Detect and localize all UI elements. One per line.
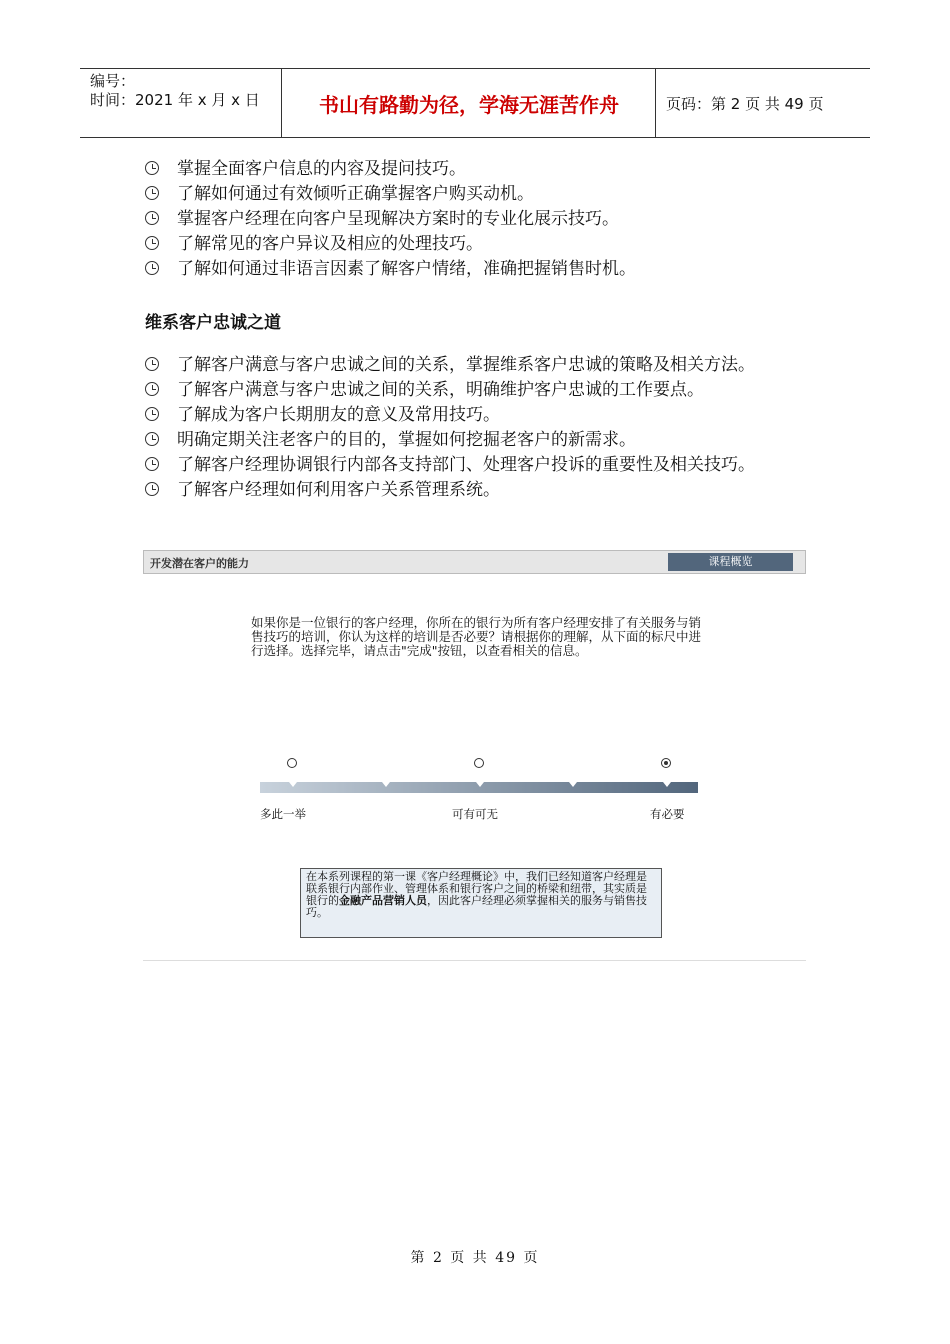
list-item: 了解客户经理协调银行内部各支持部门、处理客户投诉的重要性及相关技巧。 bbox=[145, 453, 805, 478]
clock-icon bbox=[145, 357, 159, 371]
clock-icon bbox=[145, 186, 159, 200]
scale-tick bbox=[382, 782, 390, 787]
page-header bbox=[80, 68, 870, 138]
clock-icon bbox=[145, 432, 159, 446]
clock-icon bbox=[145, 261, 159, 275]
clock-icon bbox=[145, 407, 159, 421]
radio-option-3[interactable] bbox=[661, 758, 671, 768]
radio-option-2[interactable] bbox=[474, 758, 484, 768]
section-title: 维系客户忠诚之道 bbox=[145, 313, 281, 333]
scale-label-1: 多此一举 bbox=[260, 807, 306, 821]
list-item: 了解如何通过有效倾听正确掌握客户购买动机。 bbox=[145, 182, 805, 207]
list-item: 掌握客户经理在向客户呈现解决方案时的专业化展示技巧。 bbox=[145, 207, 805, 232]
info-note: 在本系列课程的第一课《客户经理概论》中，我们已经知道客户经理是联系银行内部作业、管理体系和银行客户之间的桥梁和纽带，其实质是银行的金融产品营销人员，因此客户经理必须掌握相关的服务与销售技巧。 bbox=[300, 868, 662, 938]
scale-label-3: 有必要 bbox=[650, 807, 685, 821]
list-item: 了解客户满意与客户忠诚之间的关系，掌握维系客户忠诚的策略及相关方法。 bbox=[145, 353, 805, 378]
clock-icon bbox=[145, 211, 159, 225]
note-emphasis: 金融产品营销人员 bbox=[339, 894, 427, 907]
scale-tick bbox=[289, 782, 297, 787]
page-footer: 第 2 页 共 49 页 bbox=[410, 1250, 540, 1266]
objective-list-top bbox=[145, 157, 805, 282]
panel-title-bar bbox=[143, 550, 806, 574]
header-info bbox=[80, 69, 282, 137]
list-item: 了解客户满意与客户忠诚之间的关系，明确维护客户忠诚的工作要点。 bbox=[145, 378, 805, 403]
objective-list-bottom bbox=[145, 353, 805, 503]
scale-label-2: 可有可无 bbox=[452, 807, 498, 821]
clock-icon bbox=[145, 457, 159, 471]
document-number-label: 编号： bbox=[90, 72, 136, 90]
list-item: 掌握全面客户信息的内容及提问技巧。 bbox=[145, 157, 805, 182]
list-item: 了解如何通过非语言因素了解客户情绪，准确把握销售时机。 bbox=[145, 257, 805, 282]
question-text: 如果你是一位银行的客户经理，你所在的银行为所有客户经理安排了有关服务与销售技巧的培训，你认为这样的培训是否必要？请根据你的理解，从下面的标尺中进行选择。选择完毕，请点击"完成"按钮，以查看相关的信息。 bbox=[251, 615, 702, 658]
header-motto: 书山有路勤为径，学海无涯苦作舟 bbox=[283, 69, 656, 137]
clock-icon bbox=[145, 161, 159, 175]
header-page-info: 页码：第 2 页 共 49 页 bbox=[666, 94, 824, 113]
clock-icon bbox=[145, 236, 159, 250]
clock-icon bbox=[145, 382, 159, 396]
scale-tick bbox=[569, 782, 577, 787]
course-overview-button[interactable]: 课程概览 bbox=[668, 553, 793, 571]
scale-tick bbox=[476, 782, 484, 787]
course-screenshot-panel bbox=[143, 550, 806, 961]
panel-title: 开发潜在客户的能力 bbox=[150, 557, 249, 570]
list-item: 了解客户经理如何利用客户关系管理系统。 bbox=[145, 478, 805, 503]
radio-option-1[interactable] bbox=[287, 758, 297, 768]
date-label: 时间：2021 年 x 月 x 日 bbox=[90, 91, 260, 109]
clock-icon bbox=[145, 482, 159, 496]
list-item: 了解常见的客户异议及相应的处理技巧。 bbox=[145, 232, 805, 257]
list-item: 了解成为客户长期朋友的意义及常用技巧。 bbox=[145, 403, 805, 428]
list-item: 明确定期关注老客户的目的，掌握如何挖掘老客户的新需求。 bbox=[145, 428, 805, 453]
scale-tick bbox=[663, 782, 671, 787]
